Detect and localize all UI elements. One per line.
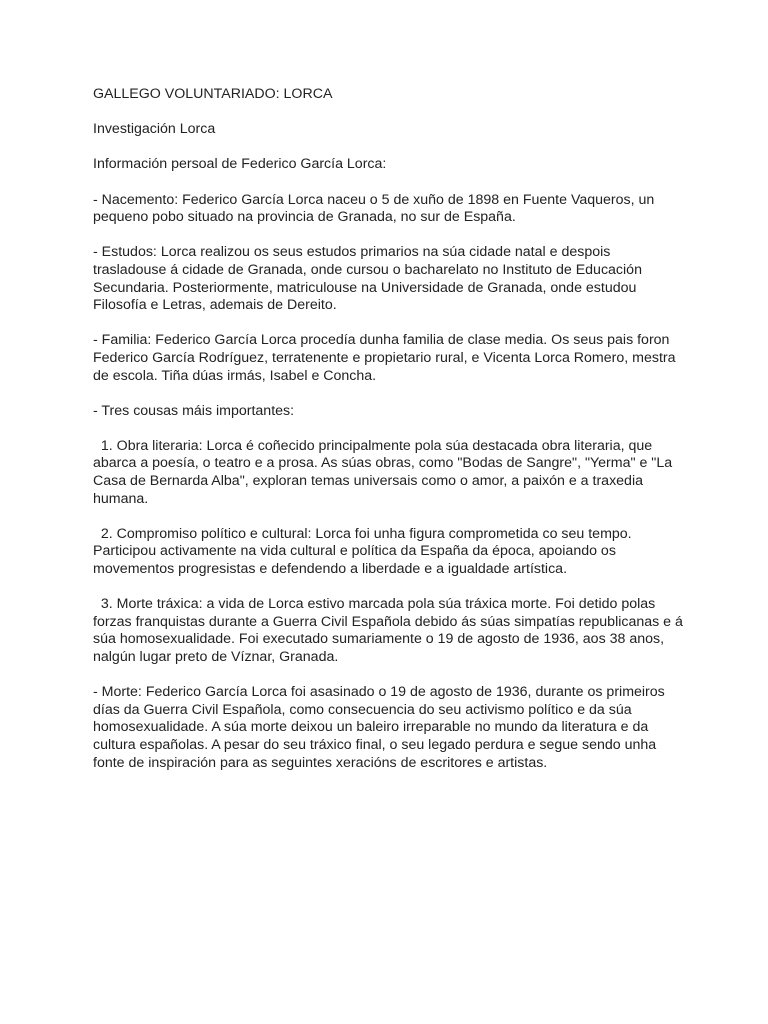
- document-page: [93, 86, 687, 790]
- paragraph-morte: - Morte: Federico García Lorca foi asasinado o 19 de agosto de 1936, durante os primeiros días da Guerra Civil Española, como consecuencia do seu activismo político e da súa homosexualidade. A súa morte deixou un baleiro irreparable no mundo da literatura e da cultura españolas. A pesar do seu tráxico final, o seu legado perdura e segue sendo unha fonte de inspiración para as seguintes xeracións de escritores e artistas.: [93, 684, 669, 771]
- document-title: GALLEGO VOLUNTARIADO: LORCA: [93, 86, 333, 102]
- heading-tres-cousas: - Tres cousas máis importantes:: [93, 402, 295, 419]
- list-item-morte-traxica: 3. Morte tráxica: a vida de Lorca estivo marcada pola súa tráxica morte. Foi detido polas forzas franquistas durante a Guerra Civil Española debido ás súas simpatías republicanas e á súa homosexualidade. Foi executado sumariamente o 19 de agosto de 1936, aos 38 anos, nalgún lugar preto de Víznar, Granada.: [93, 596, 687, 665]
- paragraph-nacemento: - Nacemento: Federico García Lorca naceu o 5 de xuño de 1898 en Fuente Vaqueros, un pequeno pobo situado na provincia de Granada, no sur de España.: [93, 191, 659, 226]
- list-item-obra-literaria: 1. Obra literaria: Lorca é coñecido principalmente pola súa destacada obra literaria, que abarca a poesía, o teatro e a prosa. As súas obras, como "Bodas de Sangre", "Yerma" e "La Casa de Bernarda Alba", exploran temas universais como o amor, a paixón e a traxedia humana.: [93, 437, 677, 507]
- document-subtitle: Investigación Lorca: [93, 121, 216, 138]
- paragraph-familia: - Familia: Federico García Lorca procedía dunha familia de clase media. Os seus pais foron Federico García Rodríguez, terratenente e propietario rural, e Vicenta Lorca Romero, mestra de escola. Tiña dúas irmás, Isabel e Concha.: [93, 332, 680, 384]
- paragraph-estudos: - Estudos: Lorca realizou os seus estudos primarios na súa cidade natal e despois trasladouse á cidade de Granada, onde cursou o bacharelato no Instituto de Educación Secundaria. Posteriormente, matriculouse na Universidade de Granada, onde estudou Filosofía e Letras, ademais de Dereito.: [93, 244, 646, 314]
- list-item-compromiso: 2. Compromiso político e cultural: Lorca foi unha figura comprometida co seu tempo. Participou activamente na vida cultural e política da España da época, apoiando os movementos progresistas e defendendo a liberdade e a igualdade artística.: [93, 525, 636, 578]
- intro-line: Información persoal de Federico García Lorca:: [93, 156, 387, 173]
